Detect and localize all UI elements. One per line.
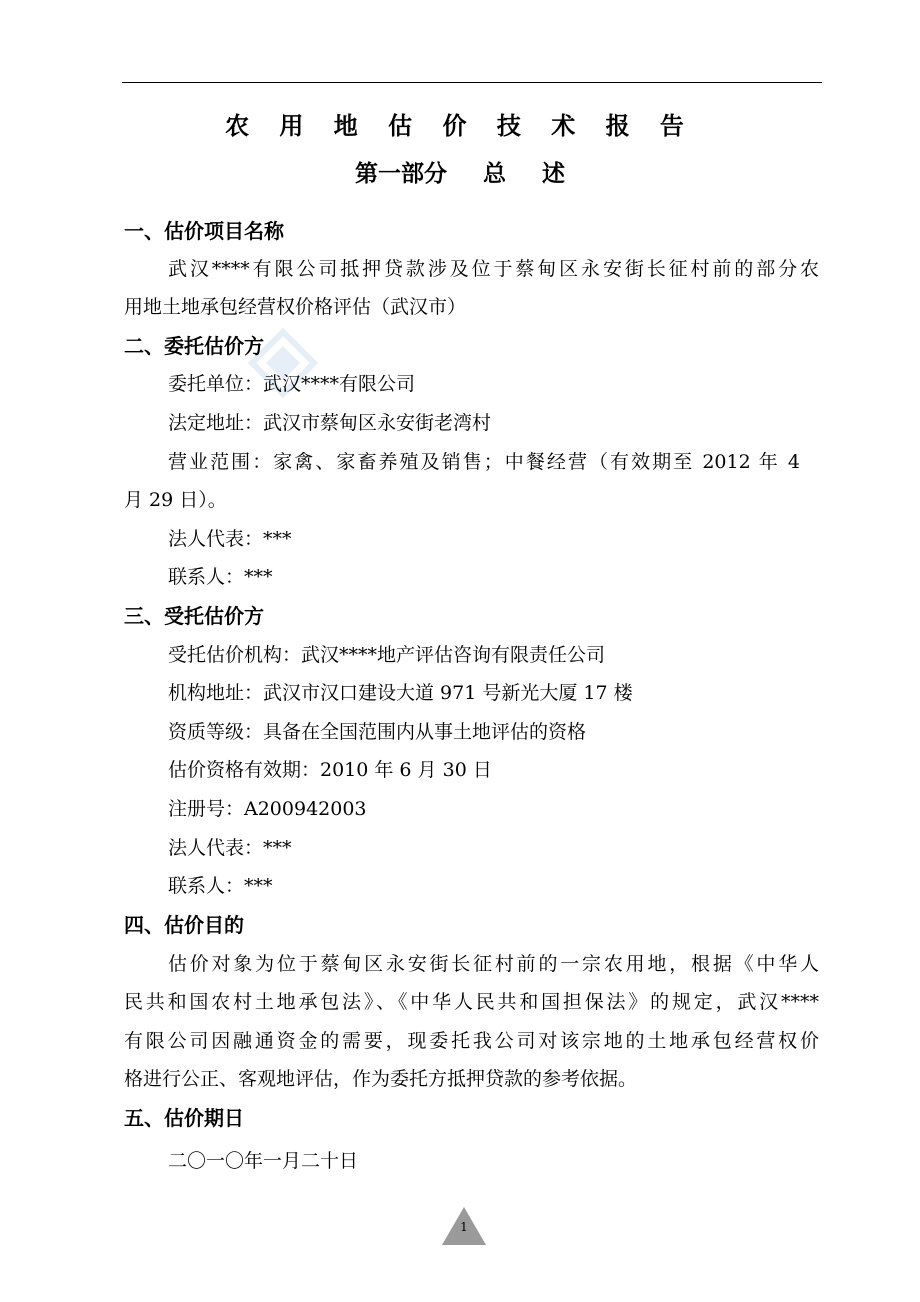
valuation-date: 二〇一〇年一月二十日 [168, 1150, 359, 1172]
part-title [0, 155, 920, 188]
section-1-line-2: 用地土地承包经营权价格评估（武汉市） [124, 296, 467, 318]
purpose-line-1: 估价对象为位于蔡甸区永安街长征村前的一宗农用地，根据《中华人 [168, 953, 819, 975]
section-4-heading: 四、估价目的 [124, 913, 244, 937]
part-word-1: 总 [483, 160, 506, 187]
section-1-line-1: 武汉****有限公司抵押贷款涉及位于蔡甸区永安街长征村前的部分农 [168, 258, 819, 280]
agency-grade: 资质等级：具备在全国范围内从事土地评估的资格 [168, 721, 587, 743]
part-label: 第一部分 [355, 160, 447, 187]
part-word-2: 述 [542, 160, 565, 187]
report-title: 农 用 地 估 价 技 术 报 告 [225, 111, 695, 140]
agency-address: 机构地址：武汉市汉口建设大道 971 号新光大厦 17 楼 [168, 682, 633, 704]
client-scope-line-1: 营业范围：家禽、家畜养殖及销售；中餐经营（有效期至 2012 年 4 [168, 451, 800, 473]
section-5-heading: 五、估价期日 [124, 1106, 244, 1130]
client-unit: 委托单位：武汉****有限公司 [168, 373, 416, 395]
agency-name: 受托估价机构：武汉****地产评估咨询有限责任公司 [168, 644, 606, 666]
section-1-heading: 一、估价项目名称 [124, 219, 284, 243]
page-number: 1 [460, 1220, 468, 1234]
client-legal-rep: 法人代表：*** [168, 528, 292, 550]
purpose-line-4: 格进行公正、客观地评估，作为委托方抵押贷款的参考依据。 [124, 1068, 638, 1090]
agency-legal-rep: 法人代表：*** [168, 837, 292, 859]
header-rule [122, 82, 822, 83]
client-contact: 联系人：*** [168, 566, 273, 588]
client-address: 法定地址：武汉市蔡甸区永安街老湾村 [168, 412, 492, 434]
section-3-heading: 三、受托估价方 [124, 604, 264, 628]
agency-contact: 联系人：*** [168, 875, 273, 897]
agency-validity: 估价资格有效期：2010 年 6 月 30 日 [168, 759, 492, 781]
purpose-line-2: 民共和国农村土地承包法》、《中华人民共和国担保法》的规定，武汉**** [124, 991, 819, 1013]
client-scope-line-2: 月 29 日）。 [124, 489, 227, 511]
section-2-heading: 二、委托估价方 [124, 334, 264, 358]
agency-registration: 注册号：A200942003 [168, 798, 367, 820]
purpose-line-3: 有限公司因融通资金的需要，现委托我公司对该宗地的土地承包经营权价 [124, 1030, 819, 1052]
